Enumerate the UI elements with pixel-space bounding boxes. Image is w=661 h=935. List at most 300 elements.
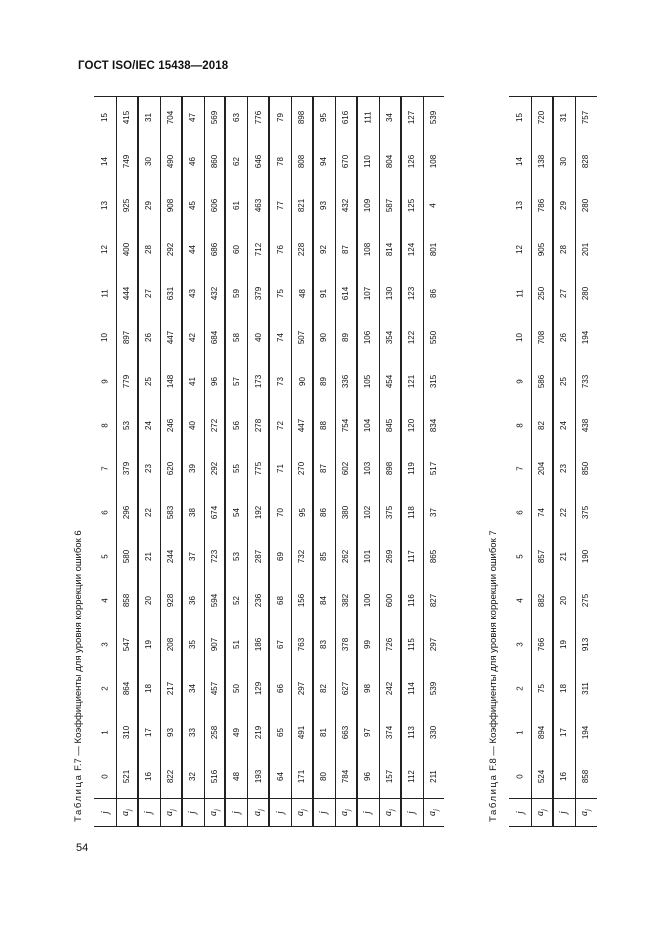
table-cell: 85 bbox=[319, 552, 329, 562]
table-cell: 258 bbox=[209, 725, 219, 739]
cell-rule bbox=[291, 96, 292, 826]
row-label-a: $a_j$ bbox=[426, 808, 440, 816]
table-cell: 20 bbox=[559, 596, 569, 606]
table-cell: 208 bbox=[166, 637, 176, 652]
table-cell: 784 bbox=[341, 769, 351, 783]
table-cell: 378 bbox=[341, 637, 351, 652]
table-cell: 19 bbox=[559, 639, 569, 649]
table-cell: 68 bbox=[275, 596, 285, 606]
table-cell: 47 bbox=[188, 113, 197, 123]
table-cell: 296 bbox=[122, 506, 132, 520]
table-cell: 72 bbox=[275, 420, 285, 430]
table-cell: 110 bbox=[363, 155, 373, 169]
table-cell: 447 bbox=[166, 330, 176, 344]
table-cell: 670 bbox=[341, 155, 351, 169]
table-cell: 757 bbox=[581, 111, 591, 125]
table-cell: 10 bbox=[100, 332, 110, 342]
coefficient-row bbox=[203, 96, 225, 826]
row-label-a: $a_j$ bbox=[535, 808, 549, 816]
table-cell: 310 bbox=[122, 725, 132, 739]
table-cell: 16 bbox=[559, 771, 569, 781]
table-cell: 194 bbox=[581, 330, 591, 344]
table-cell: 28 bbox=[559, 245, 569, 255]
table-cell: 5 bbox=[100, 554, 110, 559]
table-cell: 71 bbox=[275, 464, 285, 474]
table-cell: 270 bbox=[297, 462, 307, 476]
row-label-j: j bbox=[405, 810, 417, 814]
index-row bbox=[509, 96, 531, 826]
table-cell: 43 bbox=[188, 288, 197, 298]
table-cell: 507 bbox=[297, 330, 307, 344]
table-cell: 90 bbox=[297, 376, 307, 386]
table-cell: 379 bbox=[122, 462, 132, 476]
table-cell: 0 bbox=[100, 773, 110, 779]
row-label-a: $a_j$ bbox=[164, 808, 178, 816]
coefficient-row bbox=[160, 96, 182, 826]
table-cell: 1 bbox=[100, 729, 110, 735]
pair-separator-rule bbox=[137, 96, 139, 826]
index-row bbox=[400, 96, 422, 826]
row-label-j: j bbox=[318, 810, 330, 814]
table-cell: 857 bbox=[537, 550, 547, 564]
table-cell: 858 bbox=[581, 769, 591, 783]
table-cell: 22 bbox=[559, 508, 569, 518]
table-cell: 14 bbox=[100, 157, 110, 167]
table-cell: 86 bbox=[428, 288, 438, 298]
table-cell: 22 bbox=[144, 508, 154, 518]
index-row bbox=[357, 96, 379, 826]
table-cell: 11 bbox=[515, 289, 525, 298]
table-cell: 925 bbox=[122, 199, 132, 213]
table-cell: 287 bbox=[253, 550, 263, 564]
table-cell: 120 bbox=[406, 418, 416, 432]
table-cell: 733 bbox=[581, 374, 591, 388]
table-cell: 82 bbox=[537, 420, 547, 430]
table-cell: 228 bbox=[297, 242, 307, 257]
row-label-a: $a_j$ bbox=[251, 808, 265, 816]
table-cell: 704 bbox=[166, 111, 176, 125]
table-cell: 124 bbox=[406, 242, 416, 257]
table-cell: 32 bbox=[188, 771, 197, 781]
table-cell: 53 bbox=[231, 552, 241, 562]
table-cell: 53 bbox=[122, 420, 132, 430]
table-cell: 122 bbox=[406, 330, 416, 344]
table-cell: 860 bbox=[209, 155, 219, 169]
table-cell: 913 bbox=[581, 637, 591, 652]
table-cell: 49 bbox=[231, 727, 241, 737]
table-cell: 400 bbox=[122, 242, 132, 257]
table-cell: 98 bbox=[363, 683, 373, 693]
table-cell: 76 bbox=[275, 245, 285, 255]
table-cell: 18 bbox=[144, 683, 154, 693]
table-cell: 50 bbox=[231, 683, 241, 693]
coefficient-row bbox=[291, 96, 313, 826]
table-cell: 382 bbox=[341, 593, 351, 608]
table-cell: 0 bbox=[515, 773, 525, 779]
table-top-rule bbox=[94, 96, 444, 97]
table-cell: 116 bbox=[406, 594, 416, 607]
table-cell: 454 bbox=[385, 374, 395, 388]
table-cell: 31 bbox=[144, 113, 154, 123]
table-cell: 44 bbox=[188, 245, 197, 255]
table-cell: 58 bbox=[231, 332, 241, 342]
table-cell: 96 bbox=[363, 771, 373, 781]
table-cell: 723 bbox=[209, 550, 219, 564]
table-cell: 119 bbox=[406, 462, 416, 476]
cell-rule bbox=[204, 96, 205, 826]
table-cell: 10 bbox=[515, 332, 525, 342]
table-f7-caption-prefix: Таблица bbox=[73, 773, 84, 822]
table-cell: 663 bbox=[341, 725, 351, 739]
table-cell: 123 bbox=[406, 286, 416, 301]
table-cell: 898 bbox=[385, 462, 395, 476]
pair-separator-rule bbox=[356, 96, 358, 826]
cell-rule bbox=[423, 96, 424, 826]
table-cell: 45 bbox=[188, 201, 197, 211]
table-cell: 547 bbox=[122, 637, 132, 652]
table-cell: 8 bbox=[100, 422, 110, 428]
table-cell: 193 bbox=[253, 769, 263, 783]
table-cell: 336 bbox=[341, 374, 351, 388]
table-cell: 865 bbox=[428, 550, 438, 564]
table-cell: 845 bbox=[385, 418, 395, 432]
table-cell: 415 bbox=[122, 111, 132, 125]
table-cell: 54 bbox=[231, 508, 241, 518]
table-cell: 36 bbox=[188, 596, 197, 606]
table-cell: 93 bbox=[319, 201, 329, 211]
table-cell: 242 bbox=[385, 681, 395, 695]
table-bottom-rule bbox=[509, 826, 597, 827]
table-cell: 104 bbox=[363, 418, 373, 432]
row-label-a: $a_j$ bbox=[579, 808, 593, 816]
index-row bbox=[553, 96, 575, 826]
table-cell: 87 bbox=[341, 245, 351, 255]
table-cell: 25 bbox=[559, 376, 569, 386]
table-cell: 834 bbox=[428, 418, 438, 432]
table-cell: 20 bbox=[144, 596, 154, 606]
table-cell: 444 bbox=[122, 286, 132, 301]
table-cell: 12 bbox=[100, 245, 110, 255]
table-cell: 96 bbox=[209, 376, 219, 386]
table-cell: 808 bbox=[297, 155, 307, 169]
table-cell: 87 bbox=[319, 464, 329, 474]
table-bottom-rule bbox=[94, 826, 444, 827]
table-cell: 29 bbox=[559, 201, 569, 211]
table-cell: 48 bbox=[231, 771, 241, 781]
table-cell: 580 bbox=[122, 550, 132, 564]
table-cell: 194 bbox=[581, 725, 591, 739]
table-cell: 125 bbox=[406, 199, 416, 213]
table-cell: 236 bbox=[253, 593, 263, 608]
table-cell: 117 bbox=[406, 550, 416, 564]
table-cell: 88 bbox=[319, 420, 329, 430]
table-cell: 173 bbox=[253, 374, 263, 388]
table-cell: 100 bbox=[363, 593, 373, 608]
cell-rule bbox=[247, 96, 248, 826]
table-cell: 9 bbox=[100, 378, 110, 384]
table-cell: 40 bbox=[253, 332, 263, 342]
table-cell: 66 bbox=[275, 683, 285, 693]
table-cell: 62 bbox=[231, 157, 241, 167]
table-cell: 864 bbox=[122, 681, 132, 695]
table-cell: 2 bbox=[515, 686, 525, 691]
coefficient-row bbox=[379, 96, 401, 826]
table-cell: 37 bbox=[188, 552, 197, 562]
cell-rule bbox=[160, 96, 161, 826]
table-cell: 330 bbox=[428, 725, 438, 739]
table-f8-caption bbox=[488, 530, 499, 822]
table-cell: 61 bbox=[231, 201, 241, 211]
table-cell: 102 bbox=[363, 506, 373, 520]
table-cell: 13 bbox=[515, 201, 525, 211]
table-cell: 786 bbox=[537, 199, 547, 213]
table-cell: 779 bbox=[122, 374, 132, 388]
table-cell: 684 bbox=[209, 330, 219, 344]
table-cell: 490 bbox=[166, 155, 176, 169]
table-cell: 646 bbox=[253, 155, 263, 169]
table-cell: 620 bbox=[166, 462, 176, 476]
table-cell: 627 bbox=[341, 681, 351, 695]
table-cell: 594 bbox=[209, 593, 219, 608]
row-label-j: j bbox=[274, 810, 286, 814]
table-cell: 726 bbox=[385, 637, 395, 652]
table-cell: 521 bbox=[122, 769, 132, 783]
table-cell: 83 bbox=[319, 639, 329, 649]
table-cell: 63 bbox=[231, 113, 241, 123]
table-cell: 3 bbox=[100, 642, 110, 647]
header-rule bbox=[94, 798, 444, 799]
table-cell: 516 bbox=[209, 769, 219, 783]
row-label-j: j bbox=[99, 810, 111, 814]
table-cell: 2 bbox=[100, 686, 110, 691]
table-cell: 75 bbox=[537, 683, 547, 693]
table-cell: 16 bbox=[144, 771, 154, 781]
table-cell: 74 bbox=[537, 508, 547, 518]
pair-separator-rule bbox=[552, 96, 554, 826]
table-f7-caption bbox=[73, 530, 84, 822]
table-cell: 192 bbox=[253, 506, 263, 520]
table-cell: 148 bbox=[166, 374, 176, 388]
table-cell: 631 bbox=[166, 286, 176, 301]
table-cell: 4 bbox=[515, 598, 525, 603]
table-cell: 126 bbox=[406, 155, 416, 169]
table-cell: 272 bbox=[209, 418, 219, 432]
table-cell: 92 bbox=[319, 245, 329, 255]
row-label-a: $a_j$ bbox=[120, 808, 134, 816]
table-cell: 64 bbox=[275, 771, 285, 781]
table-cell: 720 bbox=[537, 111, 547, 125]
table-cell: 103 bbox=[363, 462, 373, 476]
table-cell: 600 bbox=[385, 593, 395, 608]
cell-rule bbox=[575, 96, 576, 826]
table-cell: 432 bbox=[341, 199, 351, 213]
table-f8-caption-text: F.8 — Коэффициенты для уровня коррекции ошибок 7 bbox=[488, 530, 499, 774]
cell-rule bbox=[531, 96, 532, 826]
table-cell: 616 bbox=[341, 111, 351, 125]
table-cell: 374 bbox=[385, 725, 395, 739]
table-cell: 897 bbox=[122, 330, 132, 344]
table-cell: 93 bbox=[166, 727, 176, 737]
table-cell: 905 bbox=[537, 242, 547, 257]
row-label-a: $a_j$ bbox=[295, 808, 309, 816]
table-cell: 99 bbox=[363, 639, 373, 649]
coefficient-row bbox=[335, 96, 357, 826]
table-cell: 5 bbox=[515, 554, 525, 559]
table-cell: 539 bbox=[428, 681, 438, 695]
table-cell: 74 bbox=[275, 332, 285, 342]
table-cell: 38 bbox=[188, 508, 197, 518]
pair-separator-rule bbox=[312, 96, 314, 826]
table-cell: 13 bbox=[100, 201, 110, 211]
table-cell: 15 bbox=[100, 113, 110, 123]
row-label-j: j bbox=[362, 810, 374, 814]
table-cell: 4 bbox=[100, 598, 110, 603]
table-cell: 882 bbox=[537, 593, 547, 608]
table-cell: 29 bbox=[144, 201, 154, 211]
table-cell: 447 bbox=[297, 418, 307, 432]
cell-rule bbox=[379, 96, 380, 826]
index-row bbox=[313, 96, 335, 826]
table-cell: 7 bbox=[515, 466, 525, 472]
coefficient-row bbox=[422, 96, 444, 826]
pair-separator-rule bbox=[224, 96, 226, 826]
table-cell: 539 bbox=[428, 111, 438, 125]
table-cell: 804 bbox=[385, 155, 395, 169]
table-cell: 269 bbox=[385, 550, 395, 564]
table-cell: 7 bbox=[100, 466, 110, 472]
table-cell: 438 bbox=[581, 418, 591, 432]
index-row bbox=[94, 96, 116, 826]
table-cell: 186 bbox=[253, 637, 263, 652]
table-cell: 211 bbox=[428, 769, 438, 783]
table-cell: 1 bbox=[515, 729, 525, 735]
table-cell: 80 bbox=[319, 771, 329, 781]
table-cell: 763 bbox=[297, 637, 307, 652]
table-cell: 34 bbox=[385, 113, 395, 123]
table-cell: 732 bbox=[297, 550, 307, 564]
row-label-a: $a_j$ bbox=[207, 808, 221, 816]
table-cell: 280 bbox=[581, 286, 591, 301]
document-header: ГОСТ ISO/IEC 15438—2018 bbox=[78, 60, 229, 72]
table-cell: 95 bbox=[297, 508, 307, 518]
table-cell: 898 bbox=[297, 111, 307, 125]
table-cell: 138 bbox=[537, 155, 547, 169]
table-cell: 21 bbox=[144, 552, 154, 562]
table-cell: 89 bbox=[319, 376, 329, 386]
table-cell: 850 bbox=[581, 462, 591, 476]
table-cell: 30 bbox=[559, 157, 569, 167]
table-cell: 583 bbox=[166, 506, 176, 520]
table-cell: 56 bbox=[231, 420, 241, 430]
table-cell: 708 bbox=[537, 330, 547, 344]
table-cell: 27 bbox=[559, 288, 569, 298]
table-cell: 115 bbox=[406, 638, 416, 651]
row-label-j: j bbox=[187, 810, 198, 814]
table-cell: 190 bbox=[581, 550, 591, 564]
table-cell: 928 bbox=[166, 593, 176, 608]
table-cell: 275 bbox=[581, 593, 591, 608]
table-cell: 908 bbox=[166, 199, 176, 213]
row-label-a: $a_j$ bbox=[383, 808, 397, 816]
table-cell: 315 bbox=[428, 374, 438, 388]
table-cell: 463 bbox=[253, 199, 263, 213]
table-cell: 41 bbox=[188, 376, 197, 386]
table-cell: 73 bbox=[275, 376, 285, 386]
table-cell: 114 bbox=[406, 681, 416, 695]
table-cell: 108 bbox=[363, 242, 373, 257]
table-cell: 262 bbox=[341, 550, 351, 564]
table-cell: 858 bbox=[122, 593, 132, 608]
table-cell: 127 bbox=[406, 111, 416, 125]
table-cell: 814 bbox=[385, 242, 395, 257]
table-cell: 86 bbox=[319, 508, 329, 518]
table-cell: 6 bbox=[515, 510, 525, 516]
table-cell: 60 bbox=[231, 245, 241, 255]
table-cell: 766 bbox=[537, 637, 547, 652]
table-cell: 33 bbox=[188, 727, 197, 737]
table-cell: 52 bbox=[231, 596, 241, 606]
table-cell: 6 bbox=[100, 510, 110, 516]
table-cell: 67 bbox=[275, 639, 285, 649]
table-cell: 775 bbox=[253, 462, 263, 476]
table-cell: 11 bbox=[100, 289, 110, 298]
table-cell: 65 bbox=[275, 727, 285, 737]
table-cell: 569 bbox=[209, 111, 219, 125]
table-cell: 59 bbox=[231, 288, 241, 298]
table-cell: 95 bbox=[319, 113, 329, 123]
table-cell: 25 bbox=[144, 376, 154, 386]
table-cell: 375 bbox=[581, 506, 591, 520]
row-label-j: j bbox=[558, 810, 570, 814]
table-cell: 517 bbox=[428, 462, 438, 476]
table-cell: 278 bbox=[253, 418, 263, 432]
table-cell: 97 bbox=[363, 727, 373, 737]
table-cell: 121 bbox=[406, 374, 416, 388]
table-cell: 280 bbox=[581, 199, 591, 213]
table-cell: 311 bbox=[581, 681, 591, 695]
table-f8-caption-prefix: Таблица bbox=[488, 773, 499, 822]
table-cell: 380 bbox=[341, 506, 351, 520]
table-cell: 244 bbox=[166, 550, 176, 564]
table-cell: 35 bbox=[188, 639, 197, 649]
row-label-a: $a_j$ bbox=[339, 808, 353, 816]
index-row bbox=[138, 96, 160, 826]
table-cell: 157 bbox=[385, 769, 395, 783]
pair-separator-rule bbox=[400, 96, 402, 826]
table-cell: 81 bbox=[319, 727, 329, 737]
table-cell: 75 bbox=[275, 288, 285, 298]
table-cell: 69 bbox=[275, 552, 285, 562]
table-cell: 19 bbox=[144, 639, 154, 649]
table-cell: 354 bbox=[385, 330, 395, 344]
table-cell: 79 bbox=[275, 113, 285, 123]
table-cell: 34 bbox=[188, 683, 197, 693]
table-cell: 602 bbox=[341, 462, 351, 476]
table-cell: 292 bbox=[209, 462, 219, 476]
table-cell: 31 bbox=[559, 113, 569, 123]
table-cell: 26 bbox=[559, 332, 569, 342]
table-cell: 821 bbox=[297, 199, 307, 213]
table-cell: 379 bbox=[253, 286, 263, 301]
table-cell: 15 bbox=[515, 113, 525, 123]
table-cell: 17 bbox=[144, 727, 154, 737]
table-cell: 14 bbox=[515, 157, 525, 167]
pair-separator-rule bbox=[181, 96, 183, 826]
table-cell: 111 bbox=[363, 111, 373, 125]
table-cell: 24 bbox=[144, 420, 154, 430]
table-cell: 801 bbox=[428, 242, 438, 257]
table-cell: 105 bbox=[363, 374, 373, 388]
